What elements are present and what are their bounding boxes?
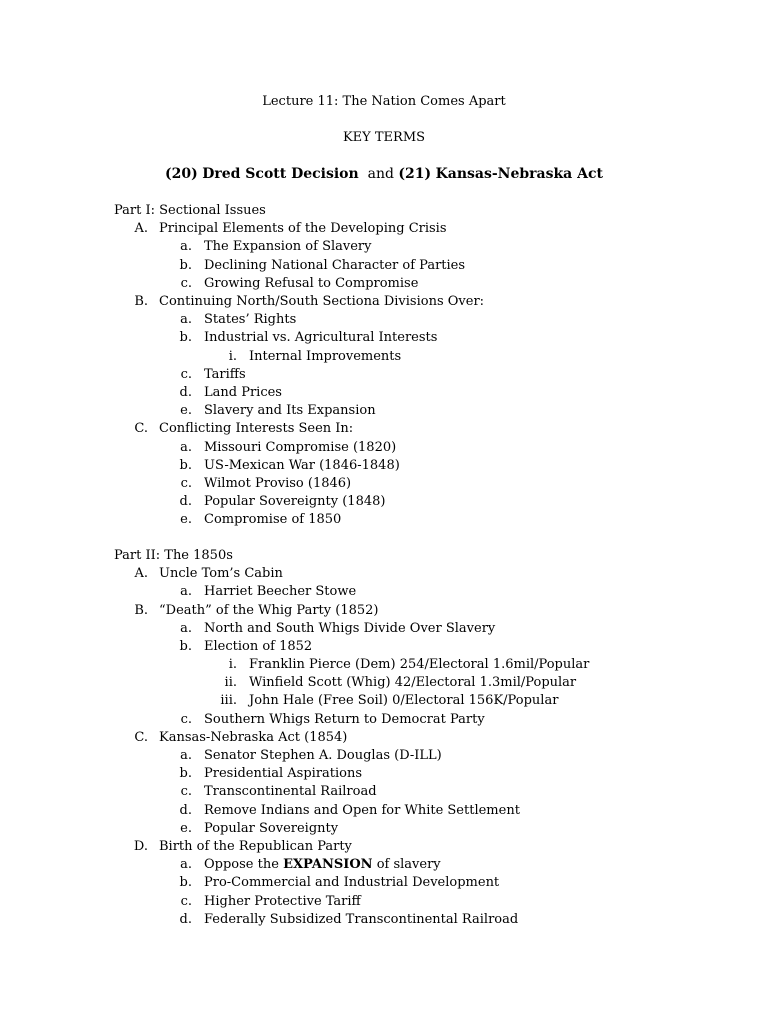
item-text: Declining National Character of Parties (204, 258, 466, 273)
item-text: Election of 1852 (204, 639, 313, 654)
item-marker: d. (179, 494, 192, 509)
subitem-marker: ii. (224, 675, 237, 690)
item-text: Southern Whigs Return to Democrat Party (204, 712, 485, 727)
item-marker: b. (179, 639, 192, 654)
part-heading: Part I: Sectional Issues (114, 203, 266, 218)
item-marker: b. (179, 458, 192, 473)
item-text: US-Mexican War (1846-1848) (204, 458, 400, 473)
key-term-number: (21) (398, 166, 432, 182)
item-text: Tariffs (204, 367, 246, 382)
item-marker: c. (180, 276, 192, 291)
item-text-before: Oppose the (204, 857, 279, 872)
item-text: Pro-Commercial and Industrial Development (204, 875, 500, 890)
subitem-marker: i. (228, 657, 237, 672)
key-term-conjunction: and (367, 166, 394, 182)
section-label: Conflicting Interests Seen In: (159, 421, 354, 436)
item-marker: a. (180, 621, 192, 636)
item-marker: d. (179, 803, 192, 818)
item-marker: c. (180, 712, 192, 727)
item-text: Land Prices (204, 385, 282, 400)
subitem-text: Internal Improvements (249, 349, 402, 364)
key-terms-heading: KEY TERMS (342, 130, 426, 145)
item-marker: b. (179, 330, 192, 345)
section-label: Kansas-Nebraska Act (1854) (159, 730, 348, 745)
subitem-text: John Hale (Free Soil) 0/Electoral 156K/Popular (249, 693, 559, 708)
item-text: Popular Sovereignty (204, 821, 339, 836)
key-term-number: (20) (165, 166, 198, 182)
item-marker: a. (180, 239, 192, 254)
item-text: The Expansion of Slavery (204, 239, 372, 254)
item-text: Higher Protective Tariff (204, 894, 361, 909)
section-marker: D. (133, 839, 148, 854)
item-text: Industrial vs. Agricultural Interests (204, 330, 438, 345)
item-marker: b. (179, 258, 192, 273)
subitem-marker: i. (228, 349, 237, 364)
item-marker: c. (180, 894, 192, 909)
part-heading: Part II: The 1850s (114, 548, 233, 563)
item-text: Transcontinental Railroad (204, 784, 377, 799)
item-marker: a. (180, 584, 192, 599)
item-text: North and South Whigs Divide Over Slavery (204, 621, 496, 636)
item-marker: b. (179, 766, 192, 781)
section-marker: A. (134, 221, 148, 236)
item-text (204, 857, 441, 873)
item-text: Presidential Aspirations (204, 766, 363, 781)
item-marker: b. (179, 875, 192, 890)
item-marker: e. (180, 403, 192, 418)
item-text-after: of slavery (376, 857, 441, 872)
item-text: States’ Rights (204, 312, 297, 327)
section-marker: B. (134, 603, 148, 618)
item-text: Remove Indians and Open for White Settlement (204, 803, 520, 818)
item-marker: d. (179, 385, 192, 400)
item-marker: e. (180, 821, 192, 836)
subitem-marker: iii. (220, 693, 237, 708)
item-marker: e. (180, 512, 192, 527)
section-label: Continuing North/South Sectiona Divisions Over: (159, 294, 485, 309)
subitem-text: Franklin Pierce (Dem) 254/Electoral 1.6mil/Popular (249, 657, 590, 672)
key-term: Kansas-Nebraska Act (435, 166, 603, 182)
item-text: Growing Refusal to Compromise (204, 276, 419, 291)
lecture-title: Lecture 11: The Nation Comes Apart (262, 94, 506, 109)
section-label: Uncle Tom’s Cabin (159, 566, 283, 581)
item-marker: c. (180, 476, 192, 491)
item-text: Federally Subsidized Transcontinental Railroad (204, 912, 519, 927)
item-text: Missouri Compromise (1820) (204, 440, 397, 455)
item-marker: a. (180, 857, 192, 872)
section-label: Principal Elements of the Developing Crisis (159, 221, 447, 236)
item-marker: c. (180, 367, 192, 382)
item-text: Popular Sovereignty (1848) (204, 494, 386, 509)
item-text: Harriet Beecher Stowe (204, 584, 357, 599)
item-text: Wilmot Proviso (1846) (204, 476, 352, 491)
item-text: Senator Stephen A. Douglas (D-ILL) (204, 748, 442, 763)
subitem-text: Winfield Scott (Whig) 42/Electoral 1.3mil/Popular (249, 675, 577, 690)
item-marker: a. (180, 312, 192, 327)
section-label: Birth of the Republican Party (159, 839, 352, 854)
key-terms-line (0, 166, 768, 182)
item-marker: a. (180, 748, 192, 763)
item-marker: d. (179, 912, 192, 927)
item-marker: c. (180, 784, 192, 799)
item-text-emphasis: EXPANSION (283, 857, 373, 872)
section-marker: A. (134, 566, 148, 581)
key-term: Dred Scott Decision (202, 166, 359, 182)
section-marker: C. (134, 421, 148, 436)
section-marker: C. (134, 730, 148, 745)
item-marker: a. (180, 440, 192, 455)
item-text: Compromise of 1850 (204, 512, 342, 527)
section-label: “Death” of the Whig Party (1852) (159, 603, 379, 618)
section-marker: B. (134, 294, 148, 309)
item-text: Slavery and Its Expansion (204, 403, 376, 418)
